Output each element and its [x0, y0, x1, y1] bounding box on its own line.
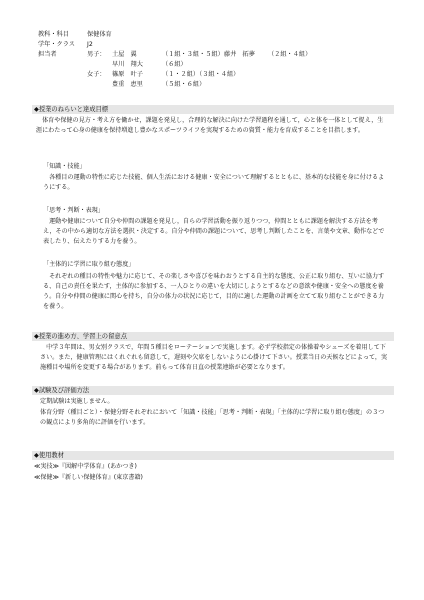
teacher-group: 男子： — [87, 51, 106, 58]
teacher-name: 篠原 叶子 — [112, 71, 143, 78]
material-item: ≪実技≫『図解中学体育』(あかつき) — [34, 463, 137, 470]
teacher-line — [87, 60, 311, 70]
exam-heading: ◆試験及び評価方法 — [32, 386, 394, 395]
grade-row — [38, 40, 311, 50]
teacher-classes: （６組） — [162, 61, 187, 68]
method-text: 中学３年間は、男女別クラスで，年間５種目をローテーションで実施します。必ず学校指定の体操着やシューズを着用して下さい。また，健康管理にはくれぐれも留意して，遅刻や欠席をしないように心掛けて下さい。授業当日の天候などによって，実施種目や場所を変更する場合があります。前もって体育日直の授業連絡が必要となります。 — [40, 344, 388, 371]
teacher-group: 女子： — [87, 71, 106, 78]
teacher-group — [87, 60, 112, 70]
course-info — [38, 30, 311, 90]
teacher-group — [87, 80, 112, 90]
teacher-classes: （１組・３組・５組） — [162, 51, 224, 58]
teacher-label: 担当者 — [38, 51, 57, 58]
thinking-heading: 「思考・判断・表現」 — [43, 207, 104, 214]
teacher-line — [87, 50, 311, 60]
method-heading: ◆授業の進め方、学習上の留意点 — [32, 332, 394, 341]
grade-label: 学年・クラス — [38, 41, 75, 48]
materials-heading: ◆使用教材 — [32, 451, 394, 460]
attitude-text: それぞれの種目の特性や魅力に応じて、その楽しさや喜びを味わおうとする自主的な態度、公正に取り組む、互いに協力する、自己の責任を果たす，主体的に参加する、一人ひとりの違いを大切にしようとするなどの意欲や健康・安全への態度を養う。自分や仲間の健康に関心を持ち，自分の体力の状況に応じて，目的に適した運動の計画を立てて取り組むことができる力を養う。 — [43, 273, 385, 310]
teacher-classes: （１・２組）（３組・４組） — [162, 71, 240, 78]
knowledge-text: 各種目の運動の特性に応じた技能、個人生活における健康・安全について理解するとともに、基本的な技能を身に付けるようにする。 — [43, 174, 385, 191]
teacher-row — [38, 50, 311, 90]
subject-row — [38, 30, 311, 40]
grade-value: J2 — [87, 41, 93, 48]
teacher-name: 藤井 拓夢 — [224, 51, 255, 58]
material-item: ≪保健≫『新しい保健体育』(東京書籍) — [34, 474, 143, 481]
teacher-classes: （５組・６組） — [162, 81, 206, 88]
thinking-text: 運動や健康について自分や仲間の課題を発見し，自らの学習活動を振り返りつつ，仲間とともに課題を解決する方法を考え，その中から適切な方法を選択・決定する。自分や仲間の課題について、思考し判断したことを、言葉や文章、動作などで表したり、伝えたりする力を養う。 — [43, 218, 385, 245]
teacher-line — [87, 80, 311, 90]
attitude-heading: 「主体的に学習に取り組む態度」 — [43, 261, 135, 268]
exam-line-1: 定期試験は実施しません。 — [40, 398, 114, 405]
goals-intro: 体育や保健の見方・考え方を働かせ，課題を発見し，合理的な解決に向けた学習過程を通して，心と体を一体として捉え，生涯にわたって心身の健康を保持増進し豊かなスポーツライフを実現するための資質・能力を育成することを目指します。 — [36, 117, 384, 134]
exam-line-2: 体育分野（種目ごと）・保健分野それぞれにおいて「知識・技能」「思考・判断・表現」「主体的に学習に取り組む態度」の３つの観点により多角的に評価を行います。 — [40, 409, 385, 426]
teacher-name: 豊重 恵里 — [112, 81, 143, 88]
teacher-line — [87, 70, 311, 80]
knowledge-heading: 「知識・技能」 — [43, 163, 86, 170]
subject-label: 教科・科目 — [38, 31, 69, 38]
teacher-list — [87, 50, 311, 90]
subject-value: 保健体育 — [87, 31, 112, 38]
teacher-name: 早川 翔大 — [112, 61, 143, 68]
goals-heading: ◆授業のねらいと達成目標 — [32, 105, 394, 114]
teacher-classes: （２組・４組） — [268, 51, 312, 58]
teacher-name: 土屋 翼 — [112, 51, 137, 58]
